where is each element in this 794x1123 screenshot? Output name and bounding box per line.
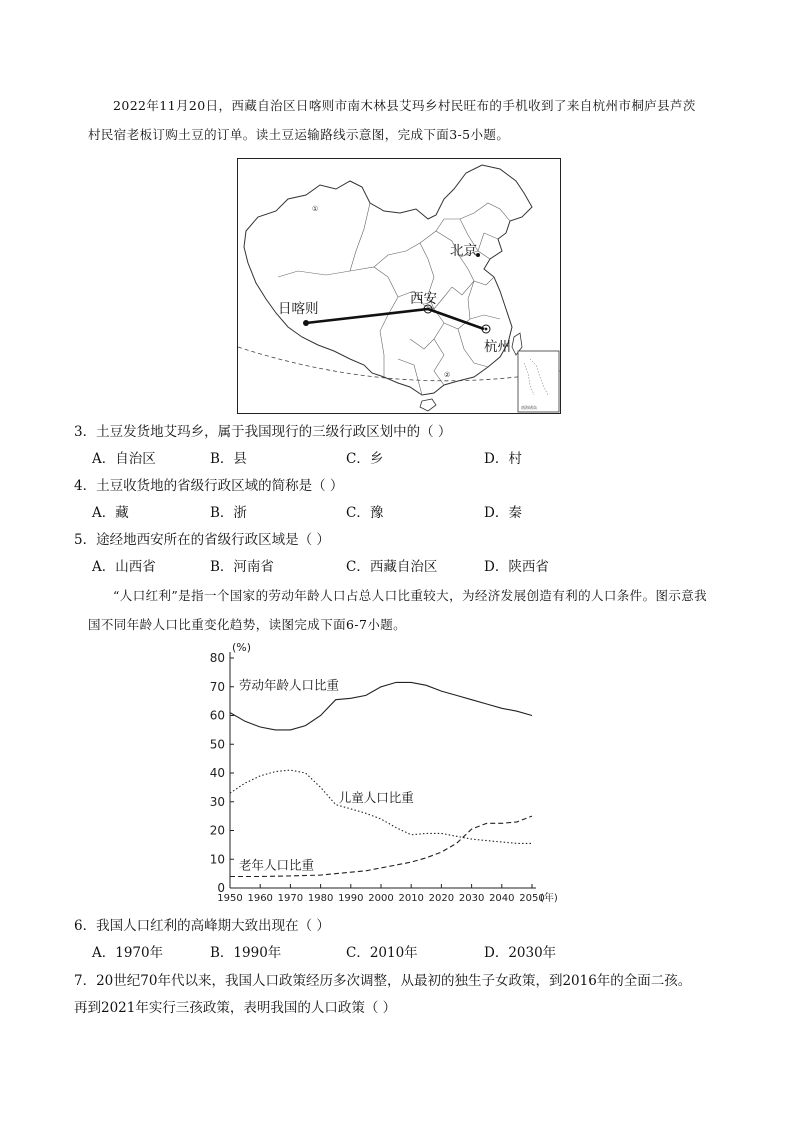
map-mark-1: ① [312, 205, 319, 213]
china-outline [244, 165, 532, 395]
x-tick-label: 1990 [338, 893, 364, 904]
question-6-stem: 6．我国人口红利的高峰期大致出现在（ ） [74, 918, 330, 934]
x-axis-label: (年) [540, 893, 558, 904]
map-label-beijing: 北京 [450, 243, 477, 259]
y-axis-label: (%) [232, 641, 252, 654]
south-china-sea-inset [518, 351, 559, 412]
x-tick-label: 1980 [307, 893, 334, 904]
question-5-stem: 5．途经地西安所在的省级行政区域是（ ） [74, 532, 330, 548]
q6-option-c[interactable]: C．2010年 [346, 945, 418, 961]
q6-option-d[interactable]: D．2030年 [484, 945, 557, 961]
y-tick-label: 10 [209, 852, 225, 867]
y-tick-label: 60 [209, 708, 225, 723]
q4-option-c[interactable]: C．豫 [346, 505, 384, 521]
q5-option-a[interactable]: A．山西省 [92, 559, 156, 575]
y-tick-label: 50 [209, 737, 225, 752]
series-label-elder: 老年人口比重 [239, 857, 315, 873]
x-tick-label: 2050 [519, 893, 545, 904]
y-tick-label: 20 [209, 823, 225, 838]
q5-option-b[interactable]: B．河南省 [210, 559, 274, 575]
q4-option-b[interactable]: B．浙 [210, 505, 247, 521]
china-map-svg [238, 159, 560, 413]
x-tick-label: 2020 [428, 893, 455, 904]
question-4-stem: 4．土豆收货地的省级行政区域的简称是（ ） [74, 478, 344, 494]
q5-option-c[interactable]: C．西藏自治区 [346, 559, 438, 575]
series-label-labor: 劳动年龄人口比重 [239, 677, 340, 693]
tropic-dashed-line [238, 347, 560, 381]
intro-paragraph-2: “人口红利”是指一个国家的劳动年龄人口占总人口比重较大，为经济发展创造有利的人口条件。图示意我国不同年龄人口比重变化趋势，读图完成下面6-7小题。 [88, 588, 708, 632]
y-tick-label: 0 [217, 881, 225, 895]
x-tick-label: 1950 [217, 893, 243, 904]
x-tick-label: 2010 [398, 893, 424, 904]
y-tick-label: 80 [209, 651, 225, 665]
x-tick-label: 2030 [458, 893, 485, 904]
question-3-stem: 3．土豆发货地艾玛乡，属于我国现行的三级行政区划中的（ ） [74, 424, 452, 440]
x-tick-label: 1970 [277, 893, 304, 904]
map-label-xian: 西安 [410, 291, 437, 307]
map-label-shigatse: 日喀则 [278, 301, 319, 317]
q3-option-d[interactable]: D．村 [484, 451, 522, 467]
q6-option-b[interactable]: B．1990年 [210, 945, 282, 961]
y-tick-label: 70 [209, 679, 225, 694]
q3-option-c[interactable]: C．乡 [346, 451, 384, 467]
q5-option-d[interactable]: D．陕西省 [484, 559, 549, 575]
map-mark-2: ② [444, 371, 451, 379]
hainan-island [420, 399, 436, 411]
q3-option-b[interactable]: B．县 [210, 451, 247, 467]
series-label-child: 儿童人口比重 [338, 789, 414, 805]
q3-option-a[interactable]: A．自治区 [92, 451, 156, 467]
intro-paragraph-1: 2022年11月20日，西藏自治区日喀则市南木林县艾玛乡村民旺布的手机收到了来自杭州市桐庐县芦茨村民宿老板订购土豆的订单。读土豆运输路线示意图，完成下面3-5小题。 [88, 98, 696, 142]
x-tick-label: 2040 [489, 893, 515, 904]
inset-caption: 南海诸岛 [521, 405, 537, 410]
chart-labels [239, 678, 414, 873]
x-tick-label: 1960 [247, 893, 273, 904]
question-7-line-2: 再到2021年实行三孩政策，表明我国的人口政策（ ） [74, 1000, 397, 1016]
population-ratio-chart [196, 640, 596, 910]
shigatse-point [303, 320, 309, 326]
map-label-hangzhou: 杭州 [484, 339, 511, 355]
question-7-line-1: 7．20世纪70年代以来，我国人口政策经历多次调整，从最初的独生子女政策，到2016年的全面二孩。 [74, 973, 692, 989]
y-tick-label: 30 [209, 794, 225, 809]
q6-option-a[interactable]: A．1970年 [92, 945, 164, 961]
x-tick-label: 2000 [368, 893, 394, 904]
chart-series [230, 682, 532, 876]
potato-route-line [306, 309, 484, 329]
q4-option-d[interactable]: D．秦 [484, 505, 522, 521]
chart-svg [196, 640, 596, 910]
series-line-2 [230, 770, 532, 843]
route-map [237, 158, 561, 414]
q4-option-a[interactable]: A．藏 [92, 505, 129, 521]
y-tick-label: 40 [209, 766, 225, 780]
